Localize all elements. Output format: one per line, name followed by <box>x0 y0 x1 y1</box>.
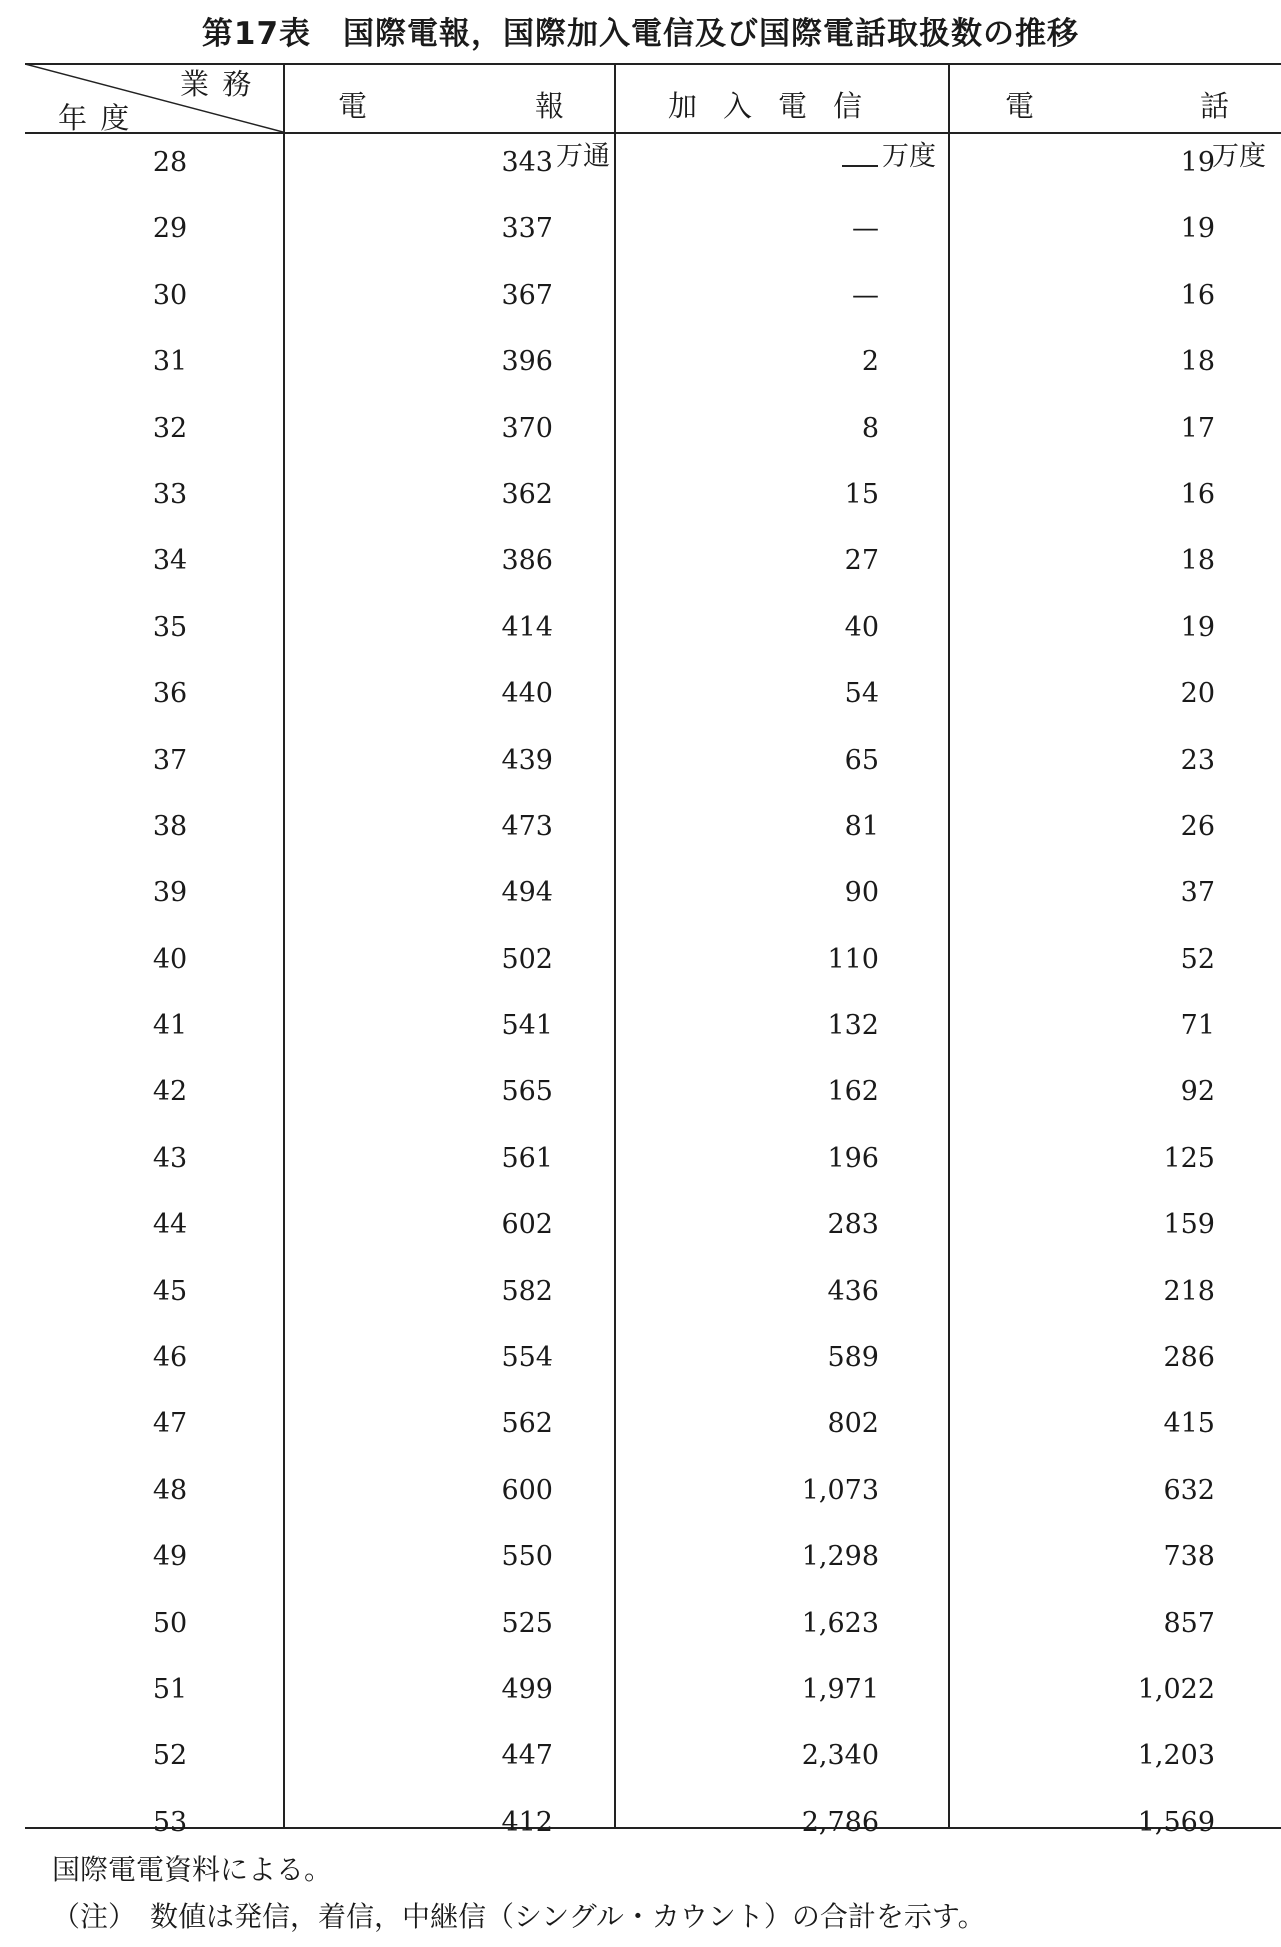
telegram-cell: 541 <box>501 1010 553 1042</box>
telegram-cell: 386 <box>501 545 553 577</box>
table-row <box>0 469 1281 535</box>
telegram-cell: 550 <box>501 1541 553 1573</box>
telegram-cell: 343 <box>501 147 553 178</box>
table-row <box>0 403 1281 469</box>
year-cell: 50 <box>152 1607 188 1639</box>
telex-cell: 40 <box>844 611 879 643</box>
phone-cell: 415 <box>1163 1408 1215 1440</box>
table-row <box>0 1332 1281 1398</box>
telegram-cell: 554 <box>501 1342 553 1374</box>
telegram-cell: 494 <box>501 877 553 909</box>
telegram-cell: 337 <box>501 213 553 245</box>
phone-cell: 16 <box>1180 279 1215 311</box>
table-row <box>0 1000 1281 1066</box>
source-note: 国際電電資料による。 <box>52 1853 333 1886</box>
year-cell: 29 <box>152 213 188 245</box>
year-cell: 30 <box>152 279 188 311</box>
telex-cell: 15 <box>844 478 879 510</box>
table-row <box>0 203 1281 269</box>
telex-cell: 65 <box>844 744 879 776</box>
phone-cell: 18 <box>1180 346 1215 378</box>
phone-cell: 26 <box>1180 810 1215 842</box>
table-row <box>0 1199 1281 1265</box>
telex-cell: 2,340 <box>801 1740 879 1772</box>
telegram-cell: 473 <box>501 810 553 842</box>
telegram-cell: 440 <box>501 678 553 710</box>
table-row <box>0 1531 1281 1597</box>
header-phone-1: 電 <box>1005 89 1037 123</box>
telex-cell: 1,073 <box>801 1474 879 1506</box>
telex-cell: 8 <box>861 412 879 444</box>
header-telex: 加入電信 <box>668 89 889 123</box>
phone-cell: 20 <box>1180 678 1215 710</box>
phone-cell: 286 <box>1163 1342 1215 1374</box>
telex-cell: 283 <box>827 1209 879 1241</box>
year-cell: 46 <box>152 1342 188 1374</box>
telex-cell: 1,298 <box>801 1541 879 1573</box>
telex-cell: 81 <box>844 810 879 842</box>
year-cell: 45 <box>152 1275 188 1307</box>
phone-cell: 218 <box>1163 1275 1215 1307</box>
phone-cell: 19 <box>1180 147 1215 178</box>
phone-cell: 159 <box>1163 1209 1215 1241</box>
phone-cell: 125 <box>1163 1142 1215 1174</box>
year-cell: 33 <box>152 478 188 510</box>
year-cell: 32 <box>152 412 188 444</box>
telegram-cell: 439 <box>501 744 553 776</box>
telegram-cell: 362 <box>501 478 553 510</box>
phone-cell: 1,569 <box>1137 1806 1215 1838</box>
table-row <box>0 1398 1281 1464</box>
year-cell: 47 <box>152 1408 188 1440</box>
telex-cell: 436 <box>827 1275 879 1307</box>
header-telegram-2: 報 <box>535 89 567 123</box>
phone-cell: 71 <box>1180 1010 1215 1042</box>
phone-cell: 16 <box>1180 478 1215 510</box>
telegram-cell: 370 <box>501 412 553 444</box>
phone-cell: 857 <box>1163 1607 1215 1639</box>
telegram-cell: 565 <box>501 1076 553 1108</box>
year-cell: 38 <box>152 810 188 842</box>
table-row <box>0 934 1281 1000</box>
phone-cell: 37 <box>1180 877 1215 909</box>
table-row <box>0 1664 1281 1730</box>
telex-cell: 589 <box>827 1342 879 1374</box>
unit-phone: 万度 <box>1212 141 1266 172</box>
table-row <box>0 867 1281 933</box>
telex-cell: 802 <box>827 1408 879 1440</box>
table-row <box>0 1465 1281 1531</box>
year-cell: 40 <box>152 943 188 975</box>
footnote: （注） 数値は発信，着信，中継信（シングル・カウント）の合計を示す。 <box>52 1900 986 1933</box>
phone-cell: 52 <box>1180 943 1215 975</box>
unit-telegram: 万通 <box>556 141 610 172</box>
telex-cell: 1,623 <box>801 1607 879 1639</box>
header-corner-bottom: 年 度 <box>58 101 132 135</box>
header-phone-2: 話 <box>1200 89 1232 123</box>
telex-cell: 132 <box>827 1010 879 1042</box>
telex-cell: — <box>852 213 879 245</box>
table-row <box>0 801 1281 867</box>
phone-cell: 17 <box>1180 412 1215 444</box>
table-row <box>0 1066 1281 1132</box>
telegram-cell: 525 <box>501 1607 553 1639</box>
header-rule <box>25 132 1281 134</box>
table-row <box>0 735 1281 801</box>
table-row <box>0 137 1281 203</box>
year-cell: 51 <box>152 1673 188 1705</box>
telegram-cell: 502 <box>501 943 553 975</box>
phone-cell: 18 <box>1180 545 1215 577</box>
year-cell: 31 <box>152 346 188 378</box>
telegram-cell: 412 <box>501 1806 553 1838</box>
year-cell: 52 <box>152 1740 188 1772</box>
year-cell: 44 <box>152 1209 188 1241</box>
telex-cell: 162 <box>827 1076 879 1108</box>
telex-cell: 1,971 <box>801 1673 879 1705</box>
table-title: 第17表 国際電報，国際加入電信及び国際電話取扱数の推移 <box>201 16 1080 52</box>
year-cell: 28 <box>152 147 188 178</box>
telex-cell: 90 <box>844 877 879 909</box>
telegram-cell: 561 <box>501 1142 553 1174</box>
table-row <box>0 1133 1281 1199</box>
phone-cell: 92 <box>1180 1076 1215 1108</box>
phone-cell: 23 <box>1180 744 1215 776</box>
telex-cell: 2,786 <box>801 1806 879 1838</box>
unit-telex: 万度 <box>882 141 936 172</box>
header-corner-top: 業 務 <box>180 67 254 101</box>
telex-cell: 110 <box>827 943 879 975</box>
telegram-cell: 582 <box>501 1275 553 1307</box>
table-body <box>0 137 1281 1863</box>
telegram-cell: 396 <box>501 346 553 378</box>
year-cell: 39 <box>152 877 188 909</box>
table-row <box>0 602 1281 668</box>
telegram-cell: 562 <box>501 1408 553 1440</box>
year-cell: 35 <box>152 611 188 643</box>
phone-cell: 19 <box>1180 213 1215 245</box>
year-cell: 48 <box>152 1474 188 1506</box>
phone-cell: 738 <box>1163 1541 1215 1573</box>
phone-cell: 19 <box>1180 611 1215 643</box>
table-row <box>0 270 1281 336</box>
year-cell: 42 <box>152 1076 188 1108</box>
header-telegram-1: 電 <box>338 89 370 123</box>
telegram-cell: 367 <box>501 279 553 311</box>
year-cell: 37 <box>152 744 188 776</box>
telegram-cell: 602 <box>501 1209 553 1241</box>
telegram-cell: 447 <box>501 1740 553 1772</box>
year-cell: 53 <box>152 1806 188 1838</box>
table-row <box>0 535 1281 601</box>
telegram-cell: 414 <box>501 611 553 643</box>
phone-cell: 1,022 <box>1137 1673 1215 1705</box>
telegram-cell: 600 <box>501 1474 553 1506</box>
telex-cell: 27 <box>844 545 879 577</box>
dash-mark <box>842 165 878 167</box>
phone-cell: 632 <box>1163 1474 1215 1506</box>
table-row <box>0 668 1281 734</box>
telex-cell: — <box>852 279 879 311</box>
table-row <box>0 1266 1281 1332</box>
phone-cell: 1,203 <box>1137 1740 1215 1772</box>
year-cell: 36 <box>152 678 188 710</box>
telex-cell: 2 <box>861 346 879 378</box>
year-cell: 41 <box>152 1010 188 1042</box>
year-cell: 49 <box>152 1541 188 1573</box>
table-row <box>0 1730 1281 1796</box>
telex-cell: 54 <box>844 678 879 710</box>
telex-cell: 196 <box>827 1142 879 1174</box>
year-cell: 43 <box>152 1142 188 1174</box>
table-row <box>0 1598 1281 1664</box>
telegram-cell: 499 <box>501 1673 553 1705</box>
table-row <box>0 336 1281 402</box>
year-cell: 34 <box>152 545 188 577</box>
